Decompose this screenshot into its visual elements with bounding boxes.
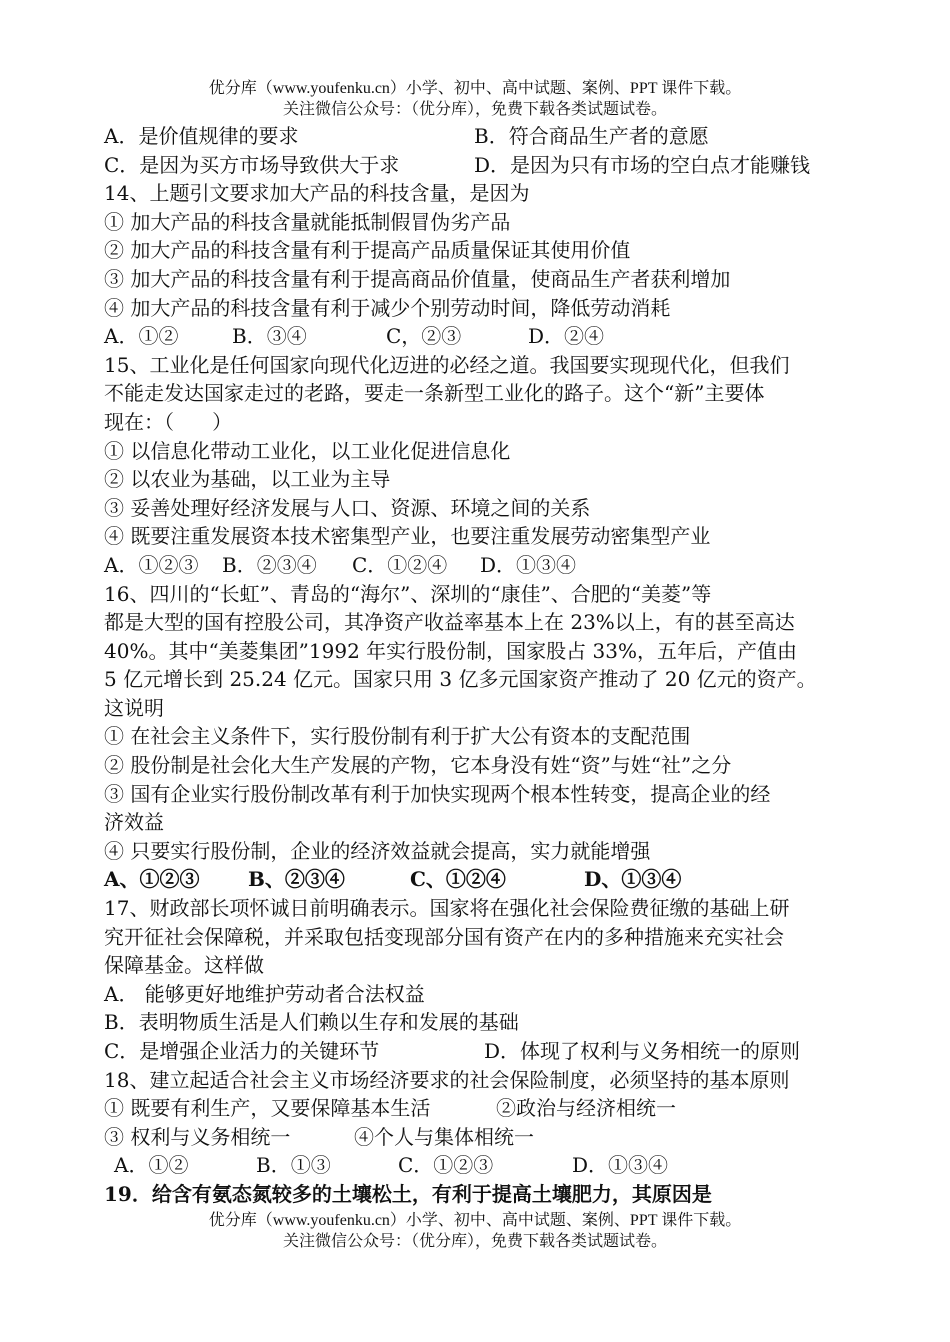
q18-options: [104, 1151, 854, 1180]
q16-stem-line-1: 16、四川的“长虹”、青岛的“海尔”、深圳的“康佳”、合肥的“美菱”等: [104, 581, 712, 606]
q17-stem-line-3: 保障基金。这样做: [104, 953, 264, 978]
q16-stem-line-2: 都是大型的国有控股公司，其净资产收益率基本上在 23%以上，有的甚至高达: [104, 610, 795, 635]
q16-stem-line-3: 40%。其中“美菱集团”1992 年实行股份制，国家股占 33%，五年后，产值由: [104, 638, 797, 663]
q16-option-b: B、②③④: [248, 867, 345, 892]
q18-items-row-2: [104, 1123, 854, 1152]
q14-item-4: ④ 加大产品的科技含量有利于减少个别劳动时间，降低劳动消耗: [104, 295, 671, 320]
q15-option-d: D．①③④: [480, 552, 577, 577]
q16-options: [104, 865, 854, 894]
header-line-1: 优分库（www.youfenku.cn）小学、初中、高中试题、案例、PPT 课件下载。: [208, 80, 742, 97]
footer-line-1: 优分库（www.youfenku.cn）小学、初中、高中试题、案例、PPT 课件下载。: [208, 1212, 742, 1229]
header-line-2: 关注微信公众号：（优分库），免费下载各类试题试卷。: [282, 101, 667, 118]
q13-option-a: A．是价值规律的要求: [104, 124, 299, 148]
q17-stem-line-1: 17、财政部长项怀诚日前明确表示。国家将在强化社会保险费征缴的基础上研: [104, 896, 790, 921]
q18-item-2: ②政治与经济相统一: [496, 1096, 676, 1121]
page-header: [0, 78, 950, 120]
q15-options: [104, 551, 854, 580]
q17-option-a: A． 能够更好地维护劳动者合法权益: [104, 981, 425, 1006]
q15-item-1: ① 以信息化带动工业化，以工业化促进信息化: [104, 438, 511, 463]
q14-option-a: A．①②: [104, 324, 179, 349]
q14-item-2: ② 加大产品的科技含量有利于提高产品质量保证其使用价值: [104, 238, 631, 263]
q16-item-2: ② 股份制是社会化大生产发展的产物，它本身没有姓“资”与姓“社”之分: [104, 753, 732, 778]
q16-item-1: ① 在社会主义条件下，实行股份制有利于扩大公有资本的支配范围: [104, 724, 691, 749]
q16-option-c: C、①②④: [410, 867, 506, 892]
q16-item-3-continued: 济效益: [104, 810, 164, 835]
q18-items-row-1: [104, 1094, 854, 1123]
q17-options-row: [104, 1037, 854, 1066]
q15-item-2: ② 以农业为基础，以工业为主导: [104, 467, 391, 492]
q13-option-b: B．符合商品生产者的意愿: [474, 124, 709, 148]
q15-stem-line-3: 现在：（ ）: [104, 409, 233, 434]
footer-line-2: 关注微信公众号：（优分库），免费下载各类试题试卷。: [282, 1233, 667, 1250]
q18-item-4: ④个人与集体相统一: [354, 1124, 534, 1149]
exam-body: [104, 122, 854, 1209]
q15-option-c: C．①②④: [352, 552, 448, 577]
q16-stem-line-4: 5 亿元增长到 25.24 亿元。国家只用 3 亿多元国家资产推动了 20 亿元的资产。: [104, 667, 817, 692]
q14-stem: 14、上题引文要求加大产品的科技含量，是因为: [104, 181, 530, 206]
q15-item-4: ④ 既要注重发展资本技术密集型产业，也要注重发展劳动密集型产业: [104, 524, 711, 549]
q18-item-3: ③ 权利与义务相统一: [104, 1124, 291, 1149]
q14-option-b: B．③④: [232, 324, 307, 349]
q18-option-c: C．①②③: [398, 1153, 494, 1178]
q13-option-c: C．是因为买方市场导致供大于求: [104, 152, 400, 177]
q16-stem-line-5: 这说明: [104, 695, 164, 720]
q17-option-d: D．体现了权利与义务相统一的原则: [484, 1039, 801, 1063]
q17-option-c: C．是增强企业活力的关键环节: [104, 1039, 380, 1063]
q16-item-4: ④ 只要实行股份制，企业的经济效益就会提高，实力就能增强: [104, 838, 651, 863]
q16-option-a: A、①②③: [104, 867, 200, 892]
page-footer: [0, 1210, 950, 1252]
q16-option-d: D、①③④: [584, 867, 682, 892]
q17-stem-line-2: 究开征社会保障税，并采取包括变现部分国有资产在内的多种措施来充实社会: [104, 924, 784, 949]
q14-item-3: ③ 加大产品的科技含量有利于提高商品价值量，使商品生产者获利增加: [104, 266, 731, 291]
q15-stem-line-2: 不能走发达国家走过的老路，要走一条新型工业化的路子。这个“新”主要体: [104, 381, 765, 406]
q18-option-b: B．①③: [256, 1153, 331, 1178]
q19-stem: 19．给含有氨态氮较多的土壤松土，有利于提高土壤肥力，其原因是: [104, 1181, 712, 1206]
q15-stem-line-1: 15、工业化是任何国家向现代化迈进的必经之道。我国要实现现代化，但我们: [104, 352, 790, 377]
q13-option-d: D．是因为只有市场的空白点才能赚钱: [474, 152, 811, 177]
q13-options-row-2: [104, 151, 854, 180]
q14-option-d: D．②④: [528, 324, 605, 349]
q18-stem: 18、建立起适合社会主义市场经济要求的社会保险制度，必须坚持的基本原则: [104, 1067, 790, 1092]
q16-item-3: ③ 国有企业实行股份制改革有利于加快实现两个根本性转变，提高企业的经: [104, 781, 771, 806]
q18-item-1: ① 既要有利生产，又要保障基本生活: [104, 1096, 431, 1121]
q15-option-b: B．②③④: [222, 552, 317, 577]
q17-option-b: B．表明物质生活是人们赖以生存和发展的基础: [104, 1010, 519, 1035]
q18-option-a: A．①②: [114, 1153, 189, 1178]
q15-item-3: ③ 妥善处理好经济发展与人口、资源、环境之间的关系: [104, 495, 591, 520]
q15-option-a: A．①②③: [104, 552, 199, 577]
q18-option-d: D．①③④: [572, 1153, 669, 1178]
q14-item-1: ① 加大产品的科技含量就能抵制假冒伪劣产品: [104, 209, 511, 234]
q14-option-c: C，②③: [386, 324, 462, 349]
q14-options: [104, 322, 854, 351]
q13-options-row-1: [104, 122, 854, 151]
